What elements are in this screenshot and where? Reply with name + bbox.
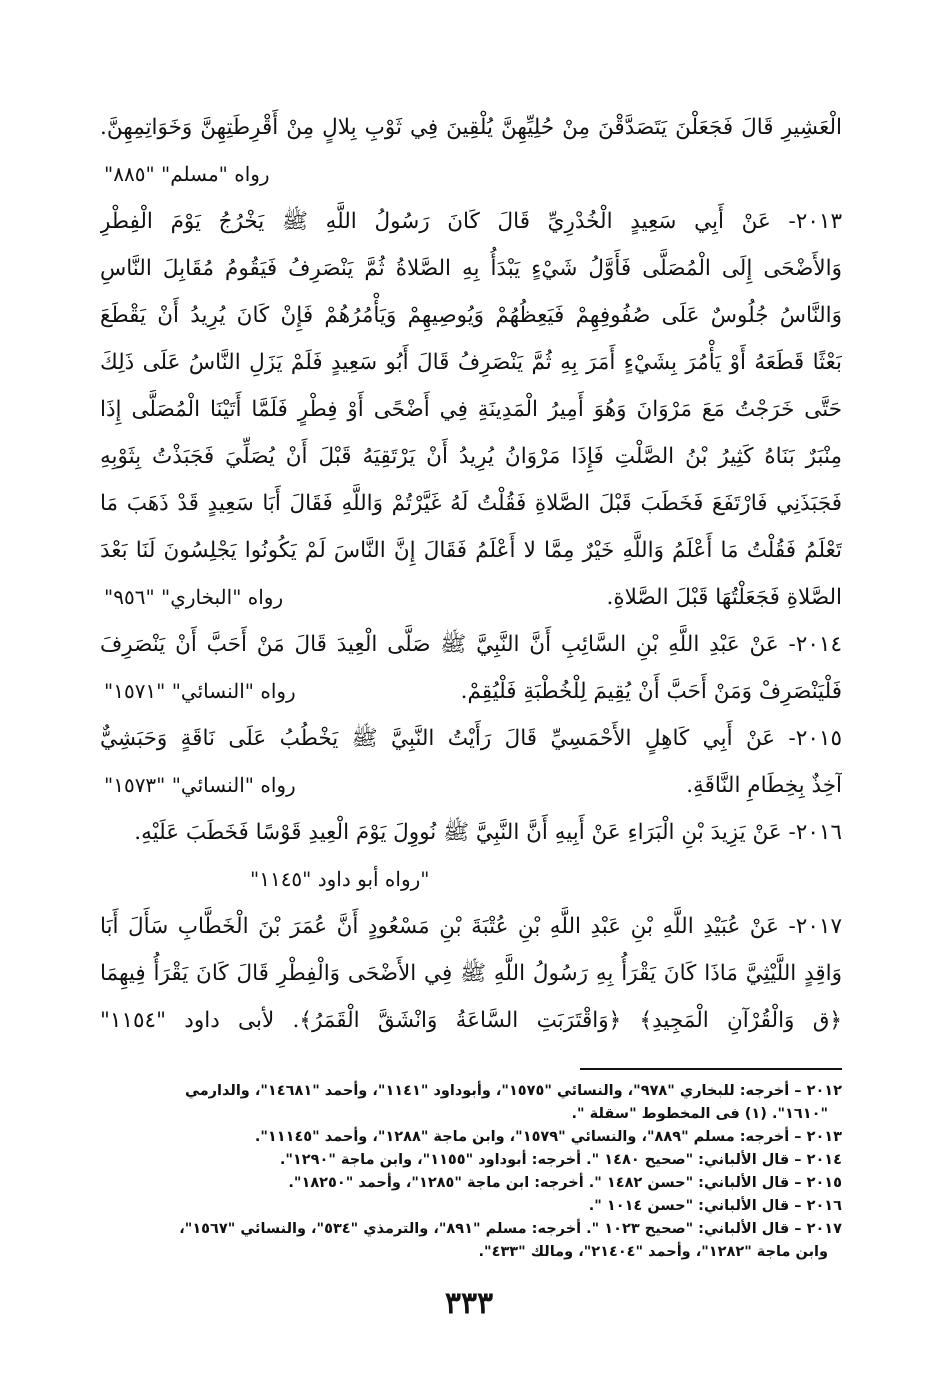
footnote-line: ٢٠١٤ – قال الألباني: "صحيح ١٤٨٠ ". أخرجه: أبوداود "١١٥٥"، وابن ماجة "١٢٩٠". [279,1152,842,1168]
text-line [100,245,842,292]
line-text: تَعْلَمُ فَقُلْتُ مَا أَعْلَمُ وَاللَّهِ خَيْرٌ مِمَّا لا أَعْلَمُ فَقَالَ إِنَّ النَّاسَ لَمْ يَكُونُوا يَجْلِسُونَ لَنَا بَعْدَ [100,538,842,563]
text-line-with-source [100,668,842,715]
text-line-with-source [100,151,842,198]
line-text: ٢٠١٦- عَنْ يَزِيدَ بْنِ الْبَرَاءِ عَنْ أَبِيهِ أَنَّ النَّبِيَّ ﷺ نُووِلَ يَوْمَ الْعِيدِ قَوْسًا فَخَطَبَ عَلَيْهِ. [134,820,842,845]
text-line [100,950,842,997]
text-line [100,292,842,339]
text-line [100,715,842,762]
page-number: ٣٣٣ [444,1286,494,1321]
footnote-line: "١٦١٠". (١) فى المخطوط "سقلة ". [571,1106,828,1122]
text-line [100,809,842,856]
text-line-with-source [100,856,842,903]
hadith-source: رواه "النسائي" "١٥٧١" [104,679,296,703]
text-line [100,480,842,527]
line-text: الْعَشِيرِ قَالَ فَجَعَلْنَ يَتَصَدَّقْنَ مِنْ حُلِيِّهِنَّ يُلْقِينَ فِي ثَوْبِ بِلالٍ مِنْ أَقْرِطَتِهِنَّ وَخَوَاتِمِهِنَّ. [100,115,842,140]
main-text [100,104,842,1044]
footnote-line: ٢٠١٢ – أخرجه: للبخاري "٩٧٨"، والنسائي "١٥٧٥"، وأبوداود "١١٤١"، وأحمد "١٤٦٨١"، والدارمي [185,1083,842,1099]
line-text: آخِذٌ بِخِطَامِ النَّاقَةِ. [686,773,842,798]
line-text: وَاقِدٍ اللَّيْثِيَّ مَاذَا كَانَ يَقْرَأُ بِهِ رَسُولُ اللَّهِ ﷺ فِي الأَضْحَى وَالْفِطْرِ قَالَ كَانَ يَقْرَأُ فِيهِمَا [100,961,842,986]
footnote-line: ٢٠١٥ – قال الألباني: "حسن ١٤٨٢ ". أخرجه: ابن ماجة "١٢٨٥"، وأحمد "١٨٢٥٠". [288,1175,842,1191]
footnote-line: ٢٠١٦ – قال الألباني: "حسن ١٠١٤ ". [588,1198,842,1214]
line-text: فَلْيَنْصَرِفْ وَمَنْ أَحَبَّ أَنْ يُقِيمَ لِلْخُطْبَةِ فَلْيُقِمْ. [460,679,842,704]
footnote-line: ٢٠١٣ – أخرجه: مسلم "٨٨٩"، والنسائي "١٥٧٩"، وابن ماجة "١٢٨٨"، وأحمد "١١١٤٥". [254,1129,842,1145]
text-line [100,903,842,950]
line-text: وَالنَّاسُ جُلُوسٌ عَلَى صُفُوفِهِمْ فَيَعِظُهُمْ وَيُوصِيهِمْ وَيَأْمُرُهُمْ فَإِنْ كَانَ يُرِيدُ أَنْ يَقْطَعَ [100,303,842,328]
text-line [100,339,842,386]
line-text: ٢٠١٧- عَنْ عُبَيْدِ اللَّهِ بْنِ عَبْدِ اللَّهِ بْنِ عُتْبَةَ بْنِ مَسْعُودٍ أَنَّ عُمَرَ بْنَ الْخَطَّابِ سَأَلَ أَبَا [100,914,842,939]
text-line [100,198,842,245]
line-text: ﴿ق وَالْقُرْآنِ الْمَجِيدِ﴾ ﴿وَاقْتَرَبَتِ السَّاعَةُ وَانْشَقَّ الْقَمَرُ﴾. لأبى داود "١١٥٤" [100,1008,842,1033]
hadith-source: رواه "النسائي" "١٥٧٣" [104,773,296,797]
line-text: الصَّلاةِ فَجَعَلْتُهَا قَبْلَ الصَّلاةِ. [606,585,842,610]
text-line [100,433,842,480]
hadith-source: "رواه أبو داود "١١٤٥" [250,867,430,891]
footnote-line: وابن ماجة "١٢٨٢"، وأحمد "٢١٤٠٤"، ومالك "٤٣٣". [478,1244,828,1260]
text-line [100,386,842,433]
footnote-line: ٢٠١٧ – قال الألباني: "صحيح ١٠٢٣ ". أخرجه: مسلم "٨٩١"، والترمذي "٥٣٤"، والنسائي "١٥٦٧"، [179,1221,842,1237]
line-text: ٢٠١٤- عَنْ عَبْدِ اللَّهِ بْنِ السَّائِبِ أَنَّ النَّبِيَّ ﷺ صَلَّى الْعِيدَ قَالَ مَنْ أَحَبَّ أَنْ يَنْصَرِفَ [100,632,842,657]
text-line-with-source [100,574,842,621]
text-line-with-source [100,762,842,809]
text-line [100,527,842,574]
text-line [100,997,842,1044]
footnote-divider [580,1068,842,1070]
line-text: وَالأَضْحَى إِلَى الْمُصَلَّى فَأَوَّلُ شَيْءٍ يَبْدَأُ بِهِ الصَّلاةُ ثُمَّ يَنْصَرِفُ فَيَقُومُ مُقَابِلَ النَّاسِ [100,256,842,281]
line-text: حَتَّى خَرَجْتُ مَعَ مَرْوَانَ وَهُوَ أَمِيرُ الْمَدِينَةِ فِي أَضْحًى أَوْ فِطْرٍ فَلَمَّا أَتَيْنَا الْمُصَلَّى إِذَا [100,397,842,422]
hadith-source: رواه "البخاري" "٩٥٦" [104,585,284,609]
hadith-source: رواه "مسلم" "٨٨٥" [104,162,270,186]
footnotes [100,1080,842,1264]
line-text: مِنْبَرٌ بَنَاهُ كَثِيرُ بْنُ الصَّلْتِ فَإِذَا مَرْوَانُ يُرِيدُ أَنْ يَرْتَقِيَهُ قَبْلَ أَنْ يُصَلِّيَ فَجَبَذْتُ بِثَوْبِهِ [100,444,842,469]
line-text: بَعْثًا قَطَعَهُ أَوْ يَأْمُرَ بِشَيْءٍ أَمَرَ بِهِ ثُمَّ يَنْصَرِفُ قَالَ أَبُو سَعِيدٍ فَلَمْ يَزَلِ النَّاسُ عَلَى ذَلِكَ [100,350,842,375]
text-line [100,104,842,151]
line-text: ٢٠١٥- عَنْ أَبِي كَاهِلٍ الأَحْمَسِيِّ قَالَ رَأَيْتُ النَّبِيَّ ﷺ يَخْطُبُ عَلَى نَاقَةٍ وَحَبَشِيٌّ [100,726,842,751]
line-text: ٢٠١٣- عَنْ أَبِي سَعِيدٍ الْخُدْرِيِّ قَالَ كَانَ رَسُولُ اللَّهِ ﷺ يَخْرُجُ يَوْمَ الْفِطْرِ [100,209,842,234]
line-text: فَجَبَذَنِي فَارْتَفَعَ فَخَطَبَ قَبْلَ الصَّلاةِ فَقُلْتُ لَهُ غَيَّرْتُمْ وَاللَّهِ فَقَالَ أَبَا سَعِيدٍ قَدْ ذَهَبَ مَا [100,491,842,516]
text-line [100,621,842,668]
